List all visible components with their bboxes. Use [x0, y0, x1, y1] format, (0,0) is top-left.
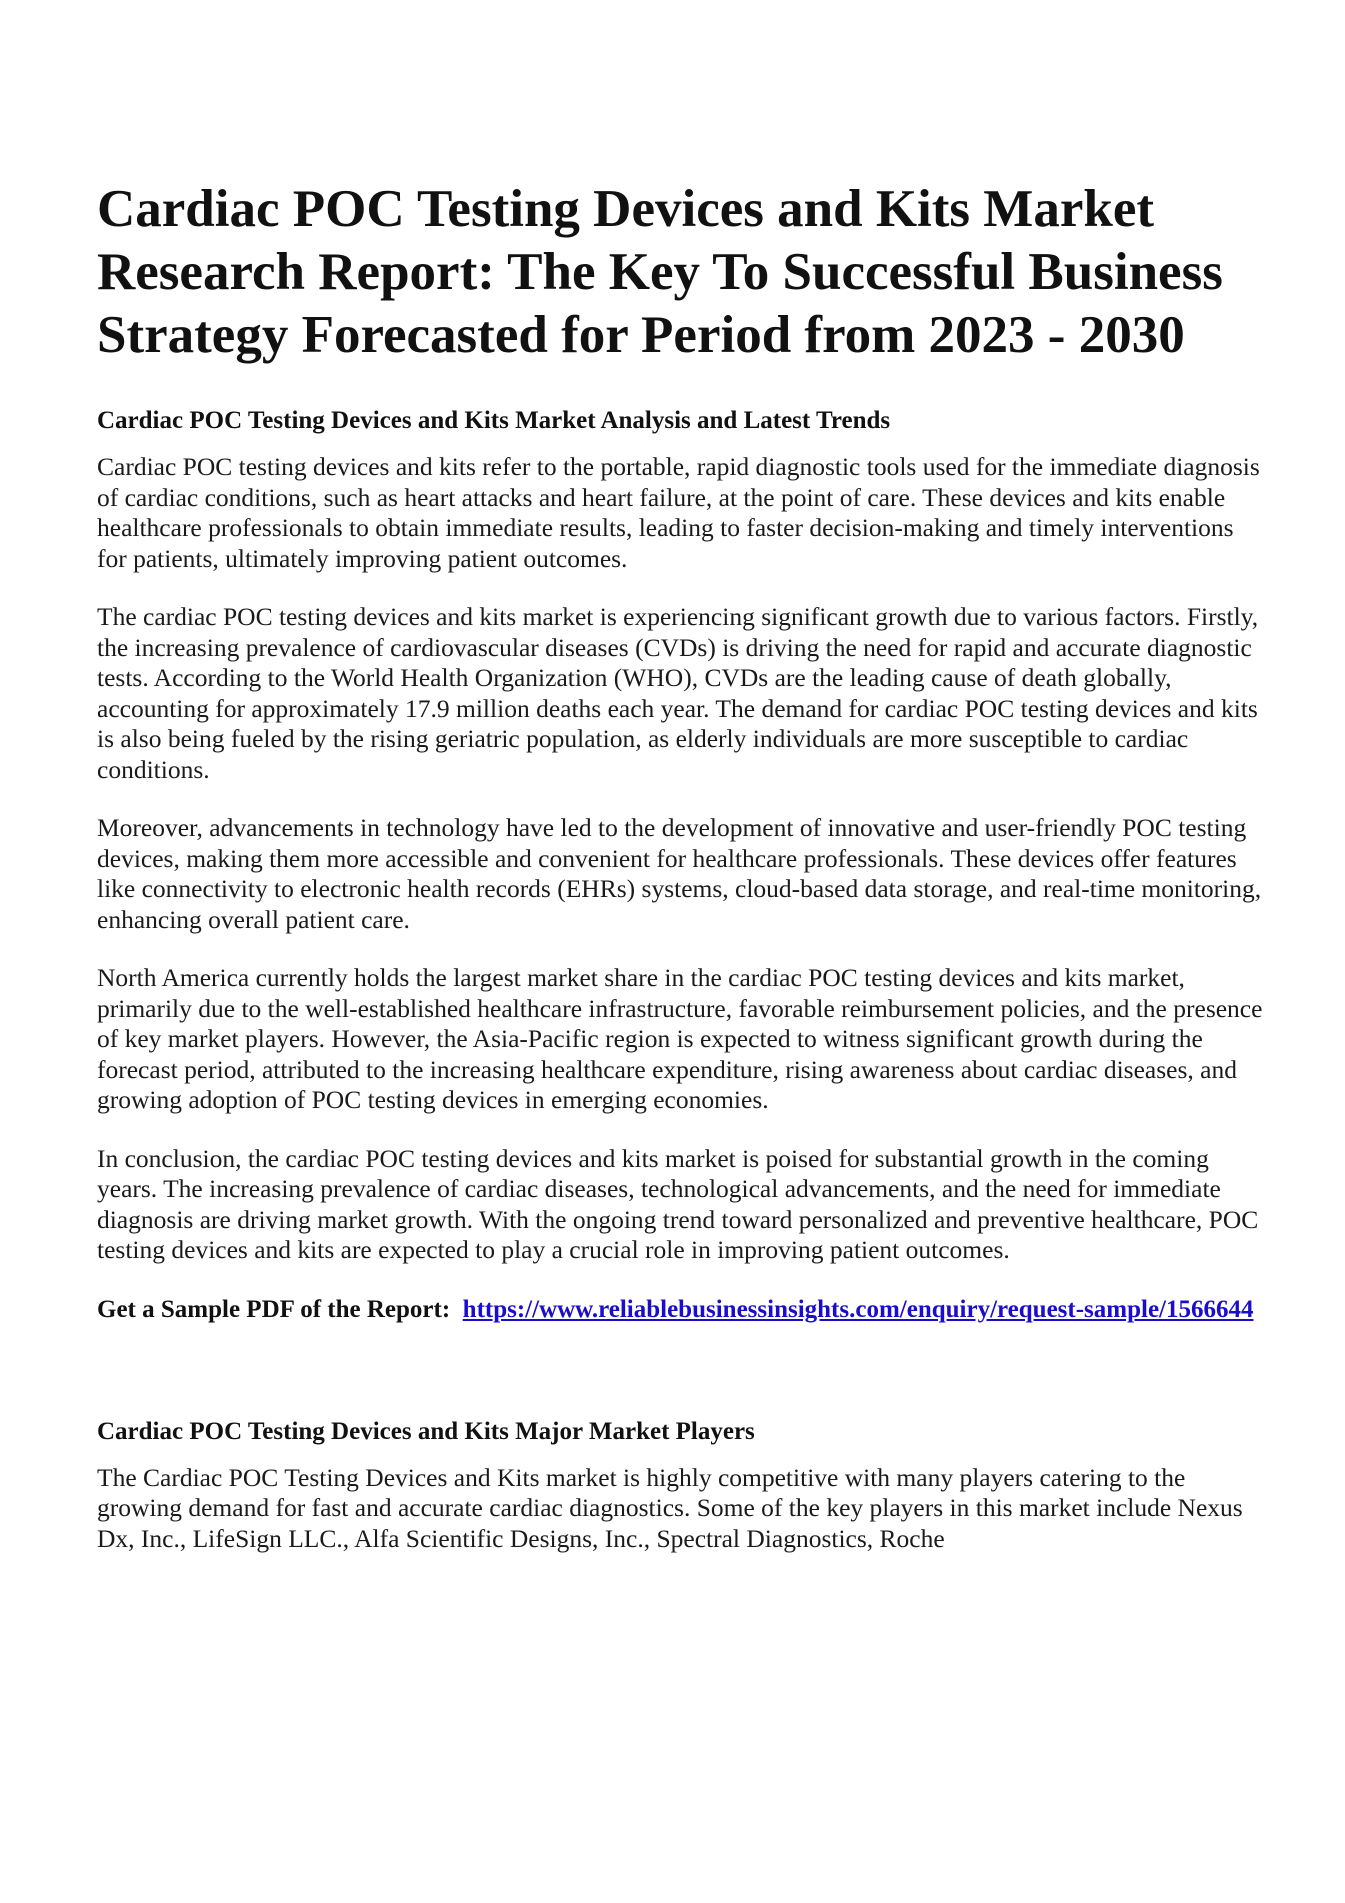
paragraph-regions: North America currently holds the largest market share in the cardiac POC testing devices and kits market, primarily due to the well-established healthcare infrastructure, favorable reimbursement policies, and the presence of key market players. However, the Asia-Pacific region is expected to witness significant growth during the forecast period, attributed to the increasing healthcare expenditure, rising awareness about cardiac diseases, and growing adoption of POC testing devices in emerging economies. — [97, 963, 1263, 1114]
section-heading-players: Cardiac POC Testing Devices and Kits Major Market Players — [97, 1417, 755, 1445]
sample-pdf-label: Get a Sample PDF of the Report: — [97, 1295, 451, 1323]
paragraph-market-players: The Cardiac POC Testing Devices and Kits market is highly competitive with many players catering to the growing demand for fast and accurate cardiac diagnostics. Some of the key players in this market include Nexus Dx, Inc., LifeSign LLC., Alfa Scientific Designs, Inc., Spectral Diagnostics, Roche — [97, 1462, 1243, 1553]
section-heading-analysis: Cardiac POC Testing Devices and Kits Market Analysis and Latest Trends — [97, 407, 891, 434]
paragraph-definition: Cardiac POC testing devices and kits refer to the portable, rapid diagnostic tools used for the immediate diagnosis of cardiac conditions, such as heart attacks and heart failure, at the point of care. These devices and kits enable healthcare professionals to obtain immediate results, leading to faster decision-making and timely interventions for patients, ultimately improving patient outcomes. — [97, 452, 1260, 573]
paragraph-technology: Moreover, advancements in technology have led to the development of innovative and user-friendly POC testing devices, making them more accessible and convenient for healthcare professionals. These devices offer features like connectivity to electronic health records (EHRs) systems, cloud-based data storage, and real-time monitoring, enhancing overall patient care. — [97, 813, 1262, 934]
paragraph-conclusion: In conclusion, the cardiac POC testing devices and kits market is poised for substantial growth in the coming years. The increasing prevalence of cardiac diseases, technological advancements, and the need for immediate diagnosis are driving market growth. With the ongoing trend toward personalized and preventive healthcare, POC testing devices and kits are expected to play a crucial role in improving patient outcomes. — [97, 1143, 1259, 1264]
document-title: Cardiac POC Testing Devices and Kits Market Research Report: The Key To Successful Business Strategy Forecasted for Period from 2023 - 2030 — [97, 180, 1223, 364]
paragraph-growth-factors: The cardiac POC testing devices and kits market is experiencing significant growth due to various factors. Firstly, the increasing prevalence of cardiovascular diseases (CVDs) is driving the need for rapid and accurate diagnostic tests. According to the World Health Organization (WHO), CVDs are the leading cause of death globally, accounting for approximately 17.9 million deaths each year. The demand for cardiac POC testing devices and kits is also being fueled by the rising geriatric population, as elderly individuals are more susceptible to cardiac conditions. — [97, 602, 1259, 784]
sample-pdf-line — [97, 1294, 1267, 1325]
sample-pdf-link[interactable]: https://www.reliablebusinessinsights.com/enquiry/request-sample/1566644 — [462, 1295, 1254, 1323]
document-page — [97, 178, 1267, 1582]
